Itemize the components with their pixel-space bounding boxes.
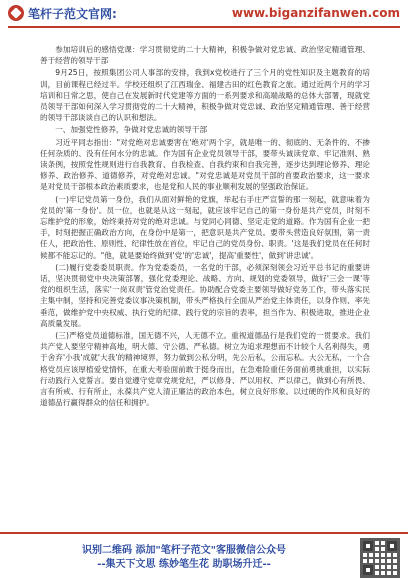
brand-logo-icon [8,5,24,21]
paragraph: (三)严格党员道德标准，国无德不兴，人无德不立。重视道德品行是我们党的一贯要求。我们共产党人要坚守精神高地，明大德、守公德、严私德。树立为追求理想而不计较个人名利得失，勇于舍弃'小我'成就'大我'的精神境界，努力做到公私分明，先公后私，公而忘私。大公无私，一个合格党员应该厚植爱党情怀，在重大考验面前敢于挺身而出，在急难险重任务面前勇挑重担，以实际行动践行入党誓言。要自觉遵守党章党规党纪，严以修身、严以用权、严以律己，做到心有所畏、言有所戒、行有所止，永葆共产党人清正廉洁的政治本色，树立良好形象。以过硬的作风和良好的道德品行赢得群众的信任和拥护。 [40,331,370,408]
footer-qr-instruction: 识别二维码 添加"笔杆子范文"客服微信公众号 [82,545,286,556]
footer-slogan: --集天下文思 练妙笔生花 助职场升迁-- [97,559,271,570]
header-divider [8,26,400,28]
brand [8,5,117,22]
paragraph: 习近平同志指出："对党绝对忠诚要害在'绝对'两个字，就是唯一的、彻底的、无条件的、不掺任何杂质的、没有任何水分的忠诚。作为国有企业党员领导干部，要带头诚读党章、牢记准则、熟读条例，按照党性规则进行自我教育、自我检查、自我约束和自我完善，逐步达到理论修养、理论修养、政治修养、道德修养，对党绝对忠诚。"对党忠诚是对党员干部的首要政治要求，这一要求是对党员干部根本政治素质要求，也是党和人民的事业顺利发展的坚强政治保证。 [40,137,370,192]
paragraph: 参加培训后的感悟党课：学习贯彻党的二十大精神，积极争做对党忠诚、政治坚定精通管理、善于经营的领导干部 [40,45,370,66]
site-footer [0,532,408,580]
paragraph: (二)履行党委委员职责。作为党委委员，一名党的干部，必须深刻领会习近平总书记的重要讲话，坚决贯彻党中央决策部署，强化党委理论、战略、方向、规划的党委领导，做好'三会一课'等党的组织生活，落实'一岗双责'管党治党责任。协助配合党委主要领导做好党务工作，带头落实民主集中制，坚持和完善党委议事决策机制，带头严格执行全面从严治党主体责任，以身作则、率先垂范，做维护党中央权威、执行党的纪律、践行党的宗旨的表率，担当作为、积极进取，推进企业高质量发展。 [40,262,370,328]
qr-code-icon[interactable] [360,538,400,578]
document-body [40,44,370,409]
site-header [0,0,408,26]
paragraph: (一)牢记党员第一身份，我们从面对鲜艳的党旗，举起右手庄严宣誓的那一刻起，就意味着为党员的'第一身份'。员一位，也就是从这一刻起，就应该牢记自己的第一身份是共产党员，时刻不忘维护党的形象，始终秉持对党的绝对忠诚。与党同心同德、坚定走党的道路。作为国有企业一把手，时刻把握正确政治方向，在身份中是第一，把意识是共产党员。要带头营造良好氛围，第一责任人，把政治性、原则性、纪律性放在首位，牢记自己的党员身份、职责。'这是我们党员在任何时候都不能忘记的。"他，就是要始终做到'党'的'忠诚'，提高'重要性'，做到'讲忠诚'。 [40,194,370,260]
footer-text [8,544,360,572]
paragraph: 9月25日，按照集团公司人事部的安排，我到x党校进行了三个月的党性知识及主题教育的培训，目前课程已经过半。学校还组织了江西瑞金、福建古田的红色教育之旅。通过近两个月的学习培训和日常之思，使自己在发展新时代党建等方面的一系列要求和高端战略的总体大部署，现就党员领导干部如何深入学习贯彻党的二十大精神，积极争做对党忠诚、政治坚定精通管理、善于经营的领导干部谈谈自己的认识和想法。 [40,68,370,123]
brand-name: 笔杆子范文官网: [28,6,117,21]
section-heading: 一、加强党性修养，争做对党忠诚的领导干部 [55,125,208,135]
brand-url-link[interactable]: www.biganzifanwen.com [231,6,400,20]
